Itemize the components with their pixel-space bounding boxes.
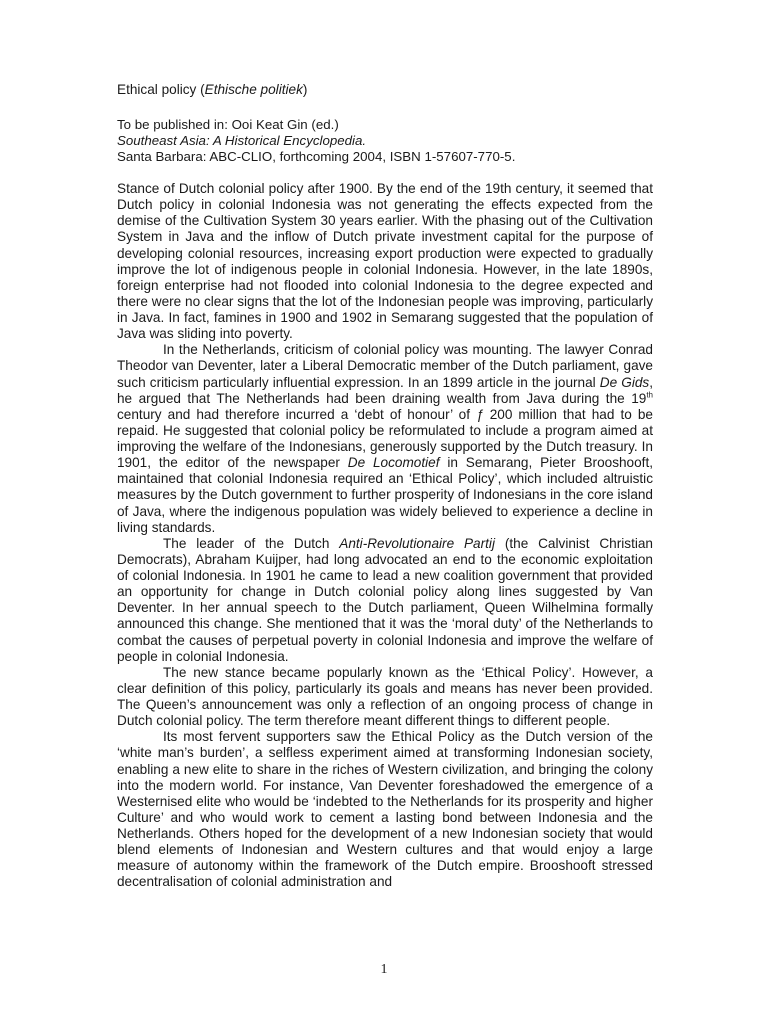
- p2-newspaper: De Locomotief: [347, 455, 440, 471]
- publication-info: [117, 117, 653, 165]
- document-title: [117, 82, 653, 98]
- title-suffix: ): [302, 82, 308, 97]
- pubinfo-book-title: Southeast Asia: A Historical Encyclopedia.: [117, 133, 367, 148]
- p3-text-a: The leader of the Dutch: [163, 535, 340, 551]
- p3-party-name: Anti-Revolutionaire Partij: [339, 535, 495, 551]
- paragraph-2: [117, 342, 653, 536]
- p2-journal: De Gids: [599, 374, 650, 390]
- pubinfo-line-1: [117, 117, 653, 149]
- pubinfo-line-1-text: To be published in: Ooi Keat Gin (ed.): [117, 117, 339, 132]
- paragraph-1: Stance of Dutch colonial policy after 1900. By the end of the 19th century, it seemed that Dutch policy in colonial Indonesia was not generating the effects expected from the demise of the Cultivation System 30 years earlier. With the phasing out of the Cultivation System in Java and the inflow of Dutch private investment capital for the purpose of developing colonial resources, increasing export production were expected to gradually improve the lot of indigenous people in colonial Indonesia. However, in the late 1890s, foreign enterprise had not flooded into colonial Indonesia to the degree expected and there were no clear signs that the lot of the Indonesian people was improving, particularly in Java. In fact, famines in 1900 and 1902 in Semarang suggested that the population of Java was sliding into poverty.: [117, 181, 653, 342]
- p2-florin-symbol: ƒ: [476, 406, 484, 422]
- article-body: [117, 181, 653, 891]
- pubinfo-line-2: Santa Barbara: ABC-CLIO, forthcoming 2004, ISBN 1-57607-770-5.: [117, 149, 516, 164]
- paragraph-4: The new stance became popularly known as the ‘Ethical Policy’. However, a clear definition of this policy, particularly its goals and means has never been provided. The Queen’s announcement was only a reflection of an ongoing process of change in Dutch colonial policy. The term therefore meant different things to different people.: [117, 664, 653, 729]
- p2-text-a: In the Netherlands, criticism of colonial policy was mounting. The lawyer Conrad Theodor van Deventer, later a Liberal Democratic member of the Dutch parliament, gave such criticism particularly influential expression. In an 1899 article in the journal: [117, 342, 653, 390]
- p2-text-e: century and had therefore incurred a ‘debt of honour’ of: [117, 406, 477, 422]
- p3-text-c: (the Calvinist Christian Democrats), Abraham Kuijper, had long advocated an end to the economic exploitation of colonial Indonesia. In 1901 he came to lead a new coalition government that provided an opportunity for change in Dutch colonial policy along lines suggested by Van Deventer. In her annual speech to the Dutch parliament, Queen Wilhelmina formally announced this change. She mentioned that it was the ‘moral duty’ of the Netherlands to combat the causes of perpetual poverty in colonial Indonesia and improve the welfare of people in colonial Indonesia.: [117, 535, 653, 664]
- document-page: [117, 82, 653, 891]
- paragraph-5: Its most fervent supporters saw the Ethical Policy as the Dutch version of the ‘white man’s burden’, a selfless experiment aimed at transforming Indonesian society, enabling a new elite to share in the riches of Western civilization, and bringing the colony into the modern world. For instance, Van Deventer foreshadowed the emergence of a Westernised elite who would be ‘indebted to the Netherlands for its prosperity and higher Culture’ and who would work to cement a lasting bond between Indonesia and the Netherlands. Others hoped for the development of a new Indonesian society that would blend elements of Indonesian and Western cultures and that would enjoy a large measure of autonomy within the framework of the Dutch empire. Brooshooft stressed decentralisation of colonial administration and: [117, 729, 653, 890]
- title-italic: Ethische politiek: [204, 82, 303, 97]
- page-number: 1: [380, 962, 388, 977]
- p2-text-c: , he argued that The Netherlands had been draining wealth from Java during the 19: [117, 374, 653, 406]
- p2-superscript: th: [646, 390, 653, 400]
- paragraph-3: [117, 536, 653, 665]
- title-prefix: Ethical policy (: [117, 82, 205, 97]
- p2-text-g: 200 million that had to be repaid. He suggested that colonial policy be reformulated to include a program aimed at improving the welfare of the Indonesians, generously supported by the Dutch treasury. In 1901, the editor of the newspaper: [117, 406, 653, 471]
- p2-text-i: in Semarang, Pieter Brooshooft, maintained that colonial Indonesia required an ‘Ethical Policy’, which included altruistic measures by the Dutch government to further prosperity of Indonesians in the core island of Java, where the indigenous population was widely believed to experience a decline in living standards.: [117, 455, 654, 535]
